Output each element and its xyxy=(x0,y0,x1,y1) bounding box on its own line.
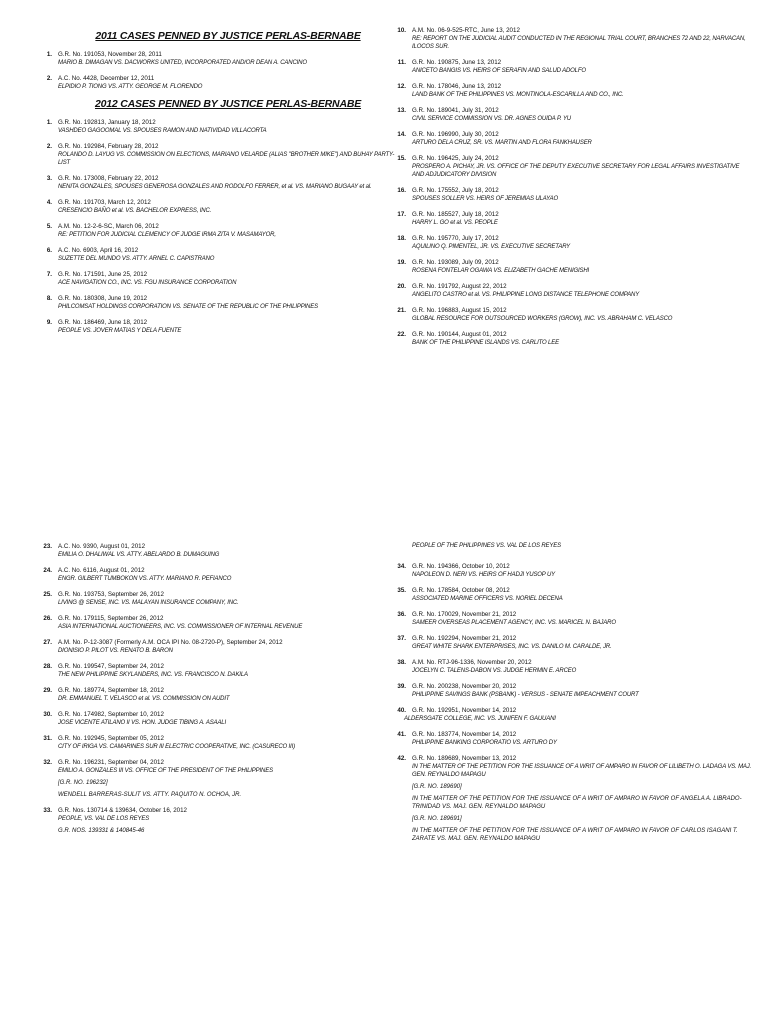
case-entry xyxy=(397,26,752,51)
case-citation: G.R. No. 193089, July 09, 2012 xyxy=(412,259,499,266)
heading-2011-cases: 2011 CASES PENNED BY JUSTICE PERLAS-BERNABE xyxy=(95,30,361,42)
case-number: 7. xyxy=(46,271,52,278)
case-citation: G.R. No. 192984, February 28, 2012 xyxy=(58,143,159,150)
case-title: RE: PETITION FOR JUDICIAL CLEMENCY OF JUDGE IRMA ZITA V. MASAMAYOR, xyxy=(58,232,276,238)
case-number: 19. xyxy=(397,259,406,266)
case-title: IN THE MATTER OF THE PETITION FOR THE ISSUANCE OF A WRIT OF AMPARO IN FAVOR OF LILIBETH O. LADAGA VS. MAJ. GEN. REYNALDO MAPAGU xyxy=(412,764,752,778)
case-title: MARIO B. DIMAGAN VS. DACWORKS UNITED, INCORPORATED AND/OR DEAN A. CANCINO xyxy=(58,60,307,66)
case-citation: G.R. No. 185527, July 18, 2012 xyxy=(412,211,499,218)
case-entry xyxy=(46,118,398,135)
case-number: 1. xyxy=(46,51,52,58)
case-number: 13. xyxy=(397,107,406,114)
case-entry xyxy=(397,58,752,75)
case-number: 41. xyxy=(397,731,406,738)
case-number: 10. xyxy=(397,27,406,34)
case-number: 26. xyxy=(43,615,52,622)
case-entry xyxy=(397,306,752,323)
case-entry xyxy=(43,590,398,607)
case-subentry: G.R. NOS. 139331 & 140845-46 xyxy=(58,828,145,834)
case-number: 35. xyxy=(397,587,406,594)
case-number: 30. xyxy=(43,711,52,718)
case-entry xyxy=(397,154,752,179)
case-number: 15. xyxy=(397,155,406,162)
case-title: SAMEER OVERSEAS PLACEMENT AGENCY, INC. VS. MARICEL N. BAJARO xyxy=(412,620,616,626)
case-citation: G.R. No. 192945, September 05, 2012 xyxy=(58,735,164,742)
case-number: 21. xyxy=(397,307,406,314)
case-subentry: [G.R. NO. 196232] xyxy=(58,780,108,786)
case-title: LAND BANK OF THE PHILIPPINES VS. MONTINOLA-ESCARILLA AND CO., INC. xyxy=(412,92,624,98)
case-title: PHILCOMSAT HOLDINGS CORPORATION VS. SENATE OF THE REPUBLIC OF THE PHILIPPINES xyxy=(58,304,318,310)
case-citation: G.R. No. 196883, August 15, 2012 xyxy=(412,307,507,314)
case-number: 8. xyxy=(46,295,52,302)
case-number: 1. xyxy=(46,119,52,126)
case-citation: A.M. No. 12-2-6-SC, March 06, 2012 xyxy=(58,223,159,230)
case-title: LIVING @ SENSE, INC. VS. MALAYAN INSURANCE COMPANY, INC. xyxy=(58,600,239,606)
case-title: PEOPLE, VS. VAL DE LOS REYES xyxy=(58,816,150,822)
case-citation: G.R. No. 193753, September 26, 2012 xyxy=(58,591,164,598)
case-citation: G.R. No. 196990, July 30, 2012 xyxy=(412,131,499,138)
case-entry xyxy=(397,682,752,699)
case-entry xyxy=(43,710,398,727)
case-citation: G.R. No. 192294, November 21, 2012 xyxy=(412,635,517,642)
case-number: 20. xyxy=(397,283,406,290)
case-title: DIONISIO P. PILOT VS. RENATO B. BARON xyxy=(58,648,173,654)
case-citation: G.R. No. 199547, September 24, 2012 xyxy=(58,663,164,670)
case-entry xyxy=(397,586,752,603)
case-number: 40. xyxy=(397,707,406,714)
case-entry xyxy=(43,542,398,559)
case-title: BANK OF THE PHILIPPINE ISLANDS VS. CARLITO LEE xyxy=(412,340,559,346)
case-list-2012-continued xyxy=(397,26,752,347)
case-citation: G.R. No. 186469, June 18, 2012 xyxy=(58,319,148,326)
case-number: 39. xyxy=(397,683,406,690)
case-number: 25. xyxy=(43,591,52,598)
case-citation: G.R. No. 173008, February 22, 2012 xyxy=(58,175,159,182)
case-entry xyxy=(397,634,752,651)
case-number: 33. xyxy=(43,807,52,814)
case-number: 5. xyxy=(46,223,52,230)
case-citation: G.R. No. 200238, November 20, 2012 xyxy=(412,683,517,690)
case-entry xyxy=(397,282,752,299)
case-number: 17. xyxy=(397,211,406,218)
case-citation: G.R. No. 196231, September 04, 2012 xyxy=(58,759,164,766)
case-citation: G.R. No. 183774, November 14, 2012 xyxy=(412,731,517,738)
case-title: EMILIA O. DHALIWAL VS. ATTY. ABELARDO B. DUMAGUING xyxy=(58,552,220,558)
case-number: 9. xyxy=(46,319,52,326)
case-citation: G.R. No. 190144, August 01, 2012 xyxy=(412,331,507,338)
case-subentry: [G.R. NO. 189690] xyxy=(412,784,462,790)
case-number: 28. xyxy=(43,663,52,670)
case-title: NENITA GONZALES, SPOUSES GENEROSA GONZALES AND RODOLFO FERRER, et al. VS. MARIANO BUGAAY et al. xyxy=(58,184,372,190)
case-title: CRESENCIO BAÑO et al. VS. BACHELOR EXPRESS, INC. xyxy=(58,208,212,214)
case-entry xyxy=(397,658,752,675)
case-citation: G.R. No. 192951, November 14, 2012 xyxy=(412,707,517,714)
case-entry xyxy=(43,566,398,583)
case-list-2011 xyxy=(46,50,398,91)
case-title: CIVIL SERVICE COMMISSION VS. DR. AGNES OUIDA P. YU xyxy=(412,116,571,122)
case-number: 6. xyxy=(46,247,52,254)
case-number: 32. xyxy=(43,759,52,766)
case-number: 24. xyxy=(43,567,52,574)
case-title: THE NEW PHILIPPINE SKYLANDERS, INC. VS. FRANCISCO N. DAKILA xyxy=(58,672,248,678)
case-citation: G.R. No. 189689, November 13, 2012 xyxy=(412,755,517,762)
case-entry xyxy=(46,142,398,167)
case-entry xyxy=(43,734,398,751)
case-title: SPOUSES SOLLER VS. HEIRS OF JEREMIAS ULAYAO xyxy=(412,196,559,202)
case-number: 2. xyxy=(46,75,52,82)
case-entry xyxy=(397,106,752,123)
case-number: 38. xyxy=(397,659,406,666)
case-title: ANGELITO CASTRO et al. VS. PHILIPPINE LONG DISTANCE TELEPHONE COMPANY xyxy=(412,292,640,298)
case-citation: G.R. No. 194366, October 10, 2012 xyxy=(412,563,510,570)
case-citation: G.R. No. 170029, November 21, 2012 xyxy=(412,611,517,618)
case-entry xyxy=(46,246,398,263)
case-title: ENGR. GILBERT TUMBOKON VS. ATTY. MARIANO R. PEFIANCO xyxy=(58,576,232,582)
case-citation: G.R. No. 180308, June 19, 2012 xyxy=(58,295,148,302)
page-1-left-column xyxy=(46,26,398,342)
case-entry xyxy=(46,74,398,91)
case-entry xyxy=(397,610,752,627)
case-title: VASHDEO GAGOOMAL VS. SPOUSES RAMON AND NATIVIDAD VILLACORTA xyxy=(58,128,267,134)
case-citation: A.C. No. 9390, August 01, 2012 xyxy=(58,543,146,550)
case-title: PHILIPPINE BANKING CORPORATIO VS. ARTURO DY xyxy=(412,740,557,746)
case-entry xyxy=(397,186,752,203)
case-citation: G.R. No. 178584, October 08, 2012 xyxy=(412,587,510,594)
case-number: 31. xyxy=(43,735,52,742)
page-1-right-column xyxy=(397,26,752,354)
case-number: 12. xyxy=(397,83,406,90)
case-citation: A.C. No. 4428, December 12, 2011 xyxy=(58,75,155,82)
case-subentry: IN THE MATTER OF THE PETITION FOR THE ISSUANCE OF A WRIT OF AMPARO IN FAVOR OF ANGELA A. LIBRADO-TRINIDAD VS. MAJ. GEN. REYNALDO MAPAGU xyxy=(412,796,742,810)
case-list-2012 xyxy=(46,118,398,335)
case-number: 36. xyxy=(397,611,406,618)
case-citation: G.R. Nos. 130714 & 139634, October 16, 2012 xyxy=(58,807,187,814)
case-entry xyxy=(43,686,398,703)
case-title: ALDERSGATE COLLEGE, INC. VS. JUNIFEN F. GAUUANI xyxy=(404,716,556,722)
case-title: JOSE VICENTE ATILANO II VS. HON. JUDGE TIBING A. ASAALI xyxy=(58,720,227,726)
case-title: ROLANDO D. LAYUG VS. COMMISSION ON ELECTIONS, MARIANO VELARDE (ALIAS "BROTHER MIKE") AND BUHAY PARTY-LIST xyxy=(58,152,395,166)
case-entry xyxy=(43,638,398,655)
page-2-left-column xyxy=(43,542,398,842)
case-citation: G.R. No. 191792, August 22, 2012 xyxy=(412,283,507,290)
case-title: EMILIO A. GONZALES III VS. OFFICE OF THE PRESIDENT OF THE PHILIPPINES xyxy=(58,768,273,774)
case-list-page-2-left xyxy=(43,542,398,835)
case-subentry: [G.R. NO. 189691] xyxy=(412,816,462,822)
case-title: ARTURO DELA CRUZ, SR. VS. MARTIN AND FLORA FANKHAUSER xyxy=(412,140,592,146)
case-title: PEOPLE VS. JOVER MATIAS Y DELA FUENTE xyxy=(58,328,182,334)
case-number: 4. xyxy=(46,199,52,206)
case-citation: G.R. No. 196425, July 24, 2012 xyxy=(412,155,499,162)
case-citation: G.R. No. 171591, June 25, 2012 xyxy=(58,271,148,278)
case-citation: G.R. No. 189041, July 31, 2012 xyxy=(412,107,499,114)
case-citation: A.M. No. 06-9-525-RTC, June 13, 2012 xyxy=(412,27,520,34)
case-citation: G.R. No. 191053, November 28, 2011 xyxy=(58,51,162,58)
case-title: ROSENA FONTELAR OGAWA VS. ELIZABETH GACHE MENIGISHI xyxy=(412,268,590,274)
case-entry xyxy=(397,258,752,275)
case-title: ASSOCIATED MARINE OFFICERS VS. NORIEL DECENA xyxy=(412,596,563,602)
case-number: 2. xyxy=(46,143,52,150)
case-entry xyxy=(397,330,752,347)
case-citation: G.R. No. 178046, June 13, 2012 xyxy=(412,83,502,90)
case-entry xyxy=(46,50,398,67)
case-number: 16. xyxy=(397,187,406,194)
case-citation: A.M. No. P-12-3087 (Formerly A.M. OCA IPI No. 08-2720-P), September 24, 2012 xyxy=(58,639,283,646)
case-number: 37. xyxy=(397,635,406,642)
case-title: DR. EMMANUEL T. VELASCO et al. VS. COMMISSION ON AUDIT xyxy=(58,696,230,702)
case-entry xyxy=(43,758,398,799)
case-entry xyxy=(46,222,398,239)
case-entry xyxy=(397,706,752,723)
case-entry xyxy=(43,662,398,679)
case-citation: G.R. No. 190875, June 13, 2012 xyxy=(412,59,502,66)
case-number: 14. xyxy=(397,131,406,138)
case-title: CITY OF IRIGA VS. CAMARINES SUR III ELECTRIC COOPERATIVE, INC. (CASURECO III) xyxy=(58,744,295,750)
case-entry xyxy=(43,614,398,631)
carried-over-title: PEOPLE OF THE PHILIPPINES VS. VAL DE LOS REYES xyxy=(412,543,561,549)
case-number: 42. xyxy=(397,755,406,762)
case-title: SUZETTE DEL MUNDO VS. ATTY. ARNEL C. CAPISTRANO xyxy=(58,256,215,262)
case-entry xyxy=(46,174,398,191)
case-citation: G.R. No. 189774, September 18, 2012 xyxy=(58,687,164,694)
page-2-right-column xyxy=(397,542,752,850)
case-subentry: IN THE MATTER OF THE PETITION FOR THE ISSUANCE OF A WRIT OF AMPARO IN FAVOR OF CARLOS ISAGANI T. ZARATE VS. MAJ. GEN. REYNALDO MAPAGU xyxy=(412,828,738,842)
case-title: PROSPERO A. PICHAY, JR. VS. OFFICE OF THE DEPUTY EXECUTIVE SECRETARY FOR LEGAL AFFAIRS INVESTIGATIVE AND ADJUDICATORY DIVISION xyxy=(412,164,740,178)
case-list-page-2-right xyxy=(397,562,752,843)
case-entry xyxy=(397,730,752,747)
case-citation: G.R. No. 179115, September 26, 2012 xyxy=(58,615,164,622)
case-number: 29. xyxy=(43,687,52,694)
case-entry xyxy=(397,82,752,99)
case-citation: A.C. No. 6903, April 16, 2012 xyxy=(58,247,139,254)
case-title: ELPIDIO P. TIONG VS. ATTY. GEORGE M. FLORENDO xyxy=(58,84,203,90)
case-citation: G.R. No. 195770, July 17, 2012 xyxy=(412,235,499,242)
case-citation: A.C. No. 6116, August 01, 2012 xyxy=(58,567,145,574)
case-entry xyxy=(46,294,398,311)
case-title: NAPOLEON D. NERI VS. HEIRS OF HADJI YUSOP UY xyxy=(412,572,555,578)
case-title: ASIA INTERNATIONAL AUCTIONEERS, INC. VS. COMMISSIONER OF INTERNAL REVENUE xyxy=(58,624,303,630)
case-entry xyxy=(397,130,752,147)
case-title: RE: REPORT ON THE JUDICIAL AUDIT CONDUCTED IN THE REGIONAL TRIAL COURT, BRANCHES 72 AND 22, NARVACAN, ILOCOS SUR. xyxy=(412,36,746,50)
case-subentry: WENDELL BARRERAS-SULIT VS. ATTY. PAQUITO N. OCHOA, JR. xyxy=(58,792,242,798)
case-entry xyxy=(43,806,398,835)
case-entry xyxy=(397,210,752,227)
case-title: GREAT WHITE SHARK ENTERPRISES, INC. VS. DANILO M. CARALDE, JR. xyxy=(412,644,612,650)
case-citation: G.R. No. 191703, March 12, 2012 xyxy=(58,199,151,206)
case-number: 3. xyxy=(46,175,52,182)
case-entry xyxy=(397,754,752,843)
case-title: ACE NAVIGATION CO., INC. VS. FGU INSURANCE CORPORATION xyxy=(58,280,237,286)
case-entry xyxy=(46,270,398,287)
case-title: GLOBAL RESOURCE FOR OUTSOURCED WORKERS (GROW), INC. VS. ABRAHAM C. VELASCO xyxy=(412,316,673,322)
case-entry xyxy=(397,562,752,579)
case-number: 11. xyxy=(397,59,406,66)
case-title: ANICETO BANGIS VS. HEIRS OF SERAFIN AND SALUD ADOLFO xyxy=(412,68,586,74)
case-title: PHILIPPINE SAVINGS BANK (PSBANK) - VERSUS - SENATE IMPEACHMENT COURT xyxy=(412,692,639,698)
case-entry xyxy=(397,234,752,251)
case-entry xyxy=(46,318,398,335)
case-citation: A.M. No. RTJ-96-1336, November 20, 2012 xyxy=(412,659,532,666)
case-number: 22. xyxy=(397,331,406,338)
case-title: AQUILINO Q. PIMENTEL, JR. VS. EXECUTIVE SECRETARY xyxy=(412,244,571,250)
heading-2012-cases: 2012 CASES PENNED BY JUSTICE PERLAS-BERNABE xyxy=(94,98,362,110)
case-citation: G.R. No. 192813, January 18, 2012 xyxy=(58,119,156,126)
case-number: 23. xyxy=(43,543,52,550)
case-number: 18. xyxy=(397,235,406,242)
case-title: HARRY L. GO et al. VS. PEOPLE xyxy=(412,220,498,226)
case-citation: G.R. No. 175552, July 18, 2012 xyxy=(412,187,499,194)
case-number: 34. xyxy=(397,563,406,570)
page-2 xyxy=(0,512,768,1024)
case-number: 27. xyxy=(43,639,52,646)
case-entry xyxy=(46,198,398,215)
case-citation: G.R. No. 174982, September 10, 2012 xyxy=(58,711,164,718)
case-title: JOCELYN C. TALENS-DABON VS. JUDGE HERMIN E. ARCEO xyxy=(412,668,577,674)
